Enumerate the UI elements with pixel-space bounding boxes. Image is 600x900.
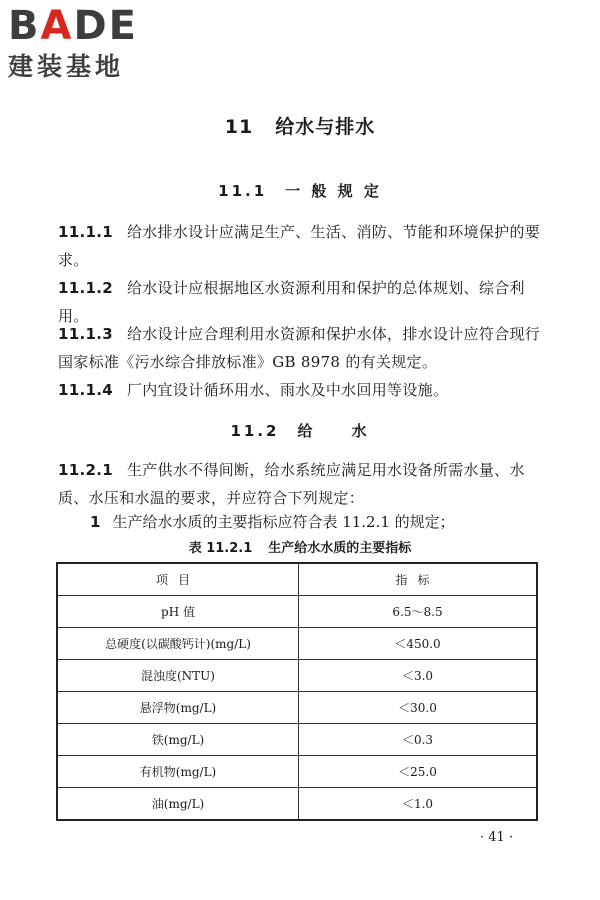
table-caption-number: 表 11.2.1	[188, 541, 253, 556]
clause-number: 11.1.1	[58, 223, 113, 241]
table-row	[57, 788, 537, 821]
table-row	[57, 756, 537, 788]
cell-item: pH 值	[57, 596, 299, 628]
table-caption	[0, 537, 600, 556]
cell-item: 油(mg/L)	[57, 788, 299, 821]
clause-text: 给水设计应根据地区水资源利用和保护的总体规划、综合利用。	[58, 279, 525, 325]
clause-11-2-1	[58, 456, 548, 512]
cell-value: ＜25.0	[299, 756, 538, 788]
column-header-item: 项目	[57, 563, 299, 596]
chapter-title	[0, 112, 600, 139]
table-row	[57, 660, 537, 692]
table-row	[57, 628, 537, 660]
list-item	[90, 508, 560, 536]
clause-number: 11.2.1	[58, 461, 113, 479]
cell-value: 6.5～8.5	[299, 596, 538, 628]
page-number: · 41 ·	[480, 830, 514, 845]
clause-text: 厂内宜设计循环用水、雨水及中水回用等设施。	[126, 381, 449, 399]
section-title-general: 11.1 一 般 规 定	[218, 182, 382, 200]
logo-accent-letter: A	[40, 3, 74, 49]
cell-value: ＜1.0	[299, 788, 538, 821]
cell-value: ＜450.0	[299, 628, 538, 660]
cell-value: ＜30.0	[299, 692, 538, 724]
water-quality-table	[56, 562, 538, 821]
clause-11-1-4	[58, 376, 548, 404]
chapter-name: 给水与排水	[275, 116, 376, 138]
clause-number: 11.1.3	[58, 325, 113, 343]
cell-value: ＜0.3	[299, 724, 538, 756]
clause-text: 生产供水不得间断，给水系统应满足用水设备所需水量、水质、水压和水温的要求，并应符合下列规定：	[58, 461, 525, 507]
cell-item: 混浊度(NTU)	[57, 660, 299, 692]
column-header-index: 指标	[299, 563, 538, 596]
cell-value: ＜3.0	[299, 660, 538, 692]
cell-item: 铁(mg/L)	[57, 724, 299, 756]
table-row	[57, 596, 537, 628]
chapter-number: 11	[224, 116, 254, 138]
logo-wordmark: BADE	[8, 3, 138, 49]
table-header-row	[57, 563, 537, 596]
table-row	[57, 724, 537, 756]
clause-text: 给水设计应合理利用水资源和保护水体，排水设计应符合现行国家标准《污水综合排放标准》GB 8978 的有关规定。	[58, 325, 541, 371]
cell-item: 有机物(mg/L)	[57, 756, 299, 788]
cell-item: 悬浮物(mg/L)	[57, 692, 299, 724]
clause-text: 给水排水设计应满足生产、生活、消防、节能和环境保护的要求。	[58, 223, 541, 269]
table-row	[57, 692, 537, 724]
brand-logo	[8, 4, 178, 82]
section-title-water-supply: 11.2 给 水	[230, 422, 370, 440]
item-text: 生产给水水质的主要指标应符合表 11.2.1 的规定；	[112, 513, 455, 531]
clause-11-1-3	[58, 320, 548, 376]
logo-subtitle: 建装基地	[8, 52, 125, 81]
item-number: 1	[90, 513, 101, 531]
clause-number: 11.1.2	[58, 279, 113, 297]
clause-11-1-1	[58, 218, 548, 274]
clause-number: 11.1.4	[58, 381, 113, 399]
cell-item: 总硬度(以碳酸钙计)(mg/L)	[57, 628, 299, 660]
table-caption-title: 生产给水水质的主要指标	[268, 541, 412, 556]
